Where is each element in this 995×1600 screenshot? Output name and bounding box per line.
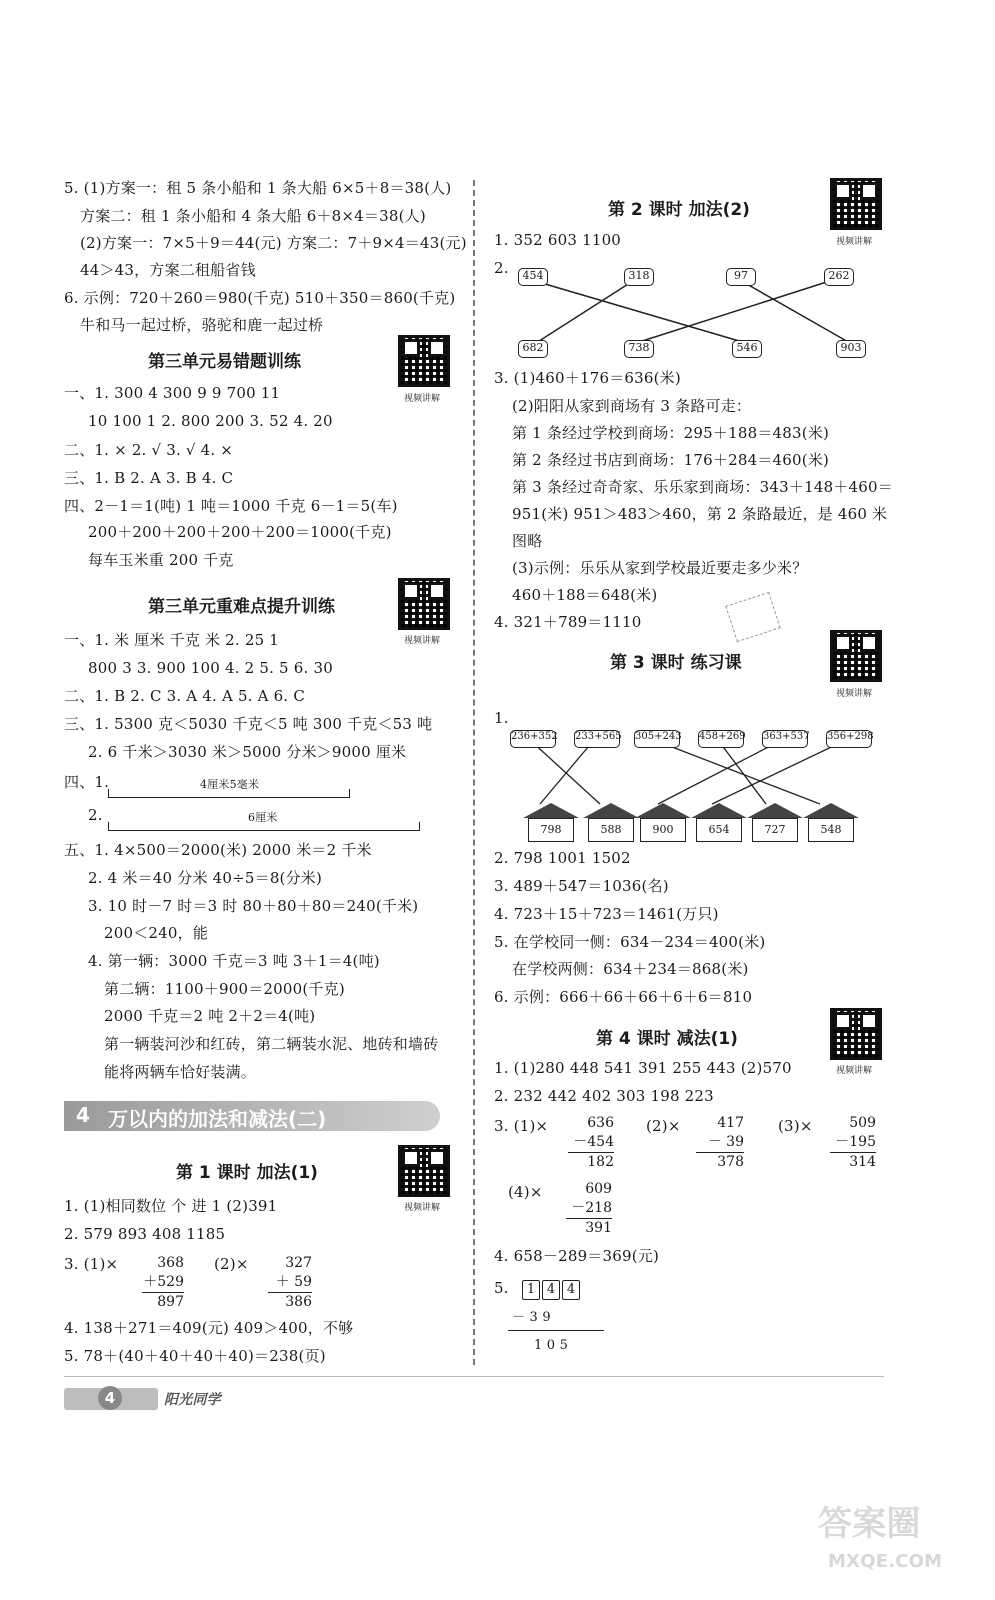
qr-code-icon[interactable] [830, 1008, 882, 1060]
calc-operand: －195 [835, 1134, 876, 1150]
vertical-subtraction-2 [696, 1114, 744, 1172]
lesson3-title: 第 3 课时 练习课 [610, 653, 742, 673]
qr-caption: 视频讲解 [404, 1203, 441, 1213]
r3-line6: 951(米) 951＞483＞460，第 2 条路最近，是 460 米 [512, 505, 888, 523]
p5-line2: 方案二：租 1 条小船和 4 条大船 6＋8×4＝38(人) [80, 207, 426, 225]
sub-row: － 3 9 [512, 1310, 551, 1325]
calc-result: 378 [696, 1152, 744, 1172]
r-line1: 1. 352 603 1100 [494, 231, 622, 249]
qr-caption: 视频讲解 [836, 1066, 873, 1076]
match-line [536, 279, 636, 343]
calc-top: 509 [849, 1115, 876, 1131]
chapter-banner [64, 1101, 440, 1131]
match-line [528, 279, 746, 343]
r3-line2: (2)阳阳从家到商场有 3 条路可走： [512, 397, 752, 415]
calc-result: 391 [566, 1218, 612, 1238]
calc-top: 327 [285, 1255, 312, 1271]
calc-top: 417 [717, 1115, 744, 1131]
footer-rule [64, 1376, 884, 1377]
r5-line6: 6. 示例：666＋66＋66＋6＋6＝810 [494, 988, 753, 1006]
s1-line6: 200＋200＋200＋200＋200＝1000(千克) [88, 523, 392, 541]
r6-line3d: (4)× [508, 1183, 543, 1201]
qr-caption: 视频讲解 [836, 237, 873, 247]
r-line2: 2. [494, 259, 509, 277]
p5-line3: (2)方案一：7×5＋9＝44(元) 方案二：7＋9×4＝43(元) [80, 234, 467, 252]
section-title-unit3-errors: 第三单元易错题训练 [148, 352, 301, 372]
vertical-addition-2 [268, 1254, 312, 1312]
segment-label-1: 4厘米5毫米 [200, 778, 260, 791]
house-5: 727 [752, 818, 798, 842]
r5-line4: 4. 723＋15＋723＝1461(万只) [494, 905, 719, 923]
s1-line7: 每车玉米重 200 千克 [88, 551, 234, 569]
matching-diagram-1 [500, 255, 880, 365]
s3-line3a: 3. (1)× [64, 1255, 119, 1273]
calc-operand: ＋529 [143, 1274, 184, 1290]
qr-caption: 视频讲解 [404, 636, 441, 646]
r6-line1: 1. (1)280 448 541 391 255 443 (2)570 [494, 1059, 792, 1077]
watermark-logo: 答案圈 [818, 1504, 921, 1544]
match-bottom-1: 682 [518, 340, 548, 358]
match-line [530, 740, 600, 804]
house-6: 548 [808, 818, 854, 842]
r5-line1: 1. [494, 709, 509, 727]
house-3: 900 [640, 818, 686, 842]
s2-line11: 200＜240，能 [104, 924, 209, 942]
match-line [658, 740, 782, 804]
lesson1-title: 第 1 课时 加法(1) [176, 1163, 318, 1183]
r6-line3c: (3)× [778, 1117, 813, 1135]
house-1: 798 [528, 818, 574, 842]
s2-line14: 2000 千克＝2 吨 2＋2＝4(吨) [104, 1007, 316, 1025]
s3-line1: 1. (1)相同数位 个 进 1 (2)391 [64, 1197, 278, 1215]
s2-line3: 二、1. B 2. C 3. A 4. A 5. A 6. C [64, 687, 305, 705]
qr-code-icon[interactable] [398, 335, 450, 387]
calc-operand: － 39 [707, 1134, 744, 1150]
s2-line12: 4. 第一辆：3000 千克＝3 吨 3＋1＝4(吨) [88, 952, 380, 970]
qr-caption: 视频讲解 [836, 689, 873, 699]
calc-operand: －218 [571, 1200, 612, 1216]
calc-result: 314 [830, 1152, 876, 1172]
r6-line2: 2. 232 442 402 303 198 223 [494, 1087, 714, 1105]
s3-line3b: (2)× [214, 1255, 249, 1273]
match-top-1: 454 [518, 268, 548, 286]
sub-rule [508, 1330, 604, 1331]
s1-line1: 一、1. 300 4 300 9 9 700 11 [64, 384, 281, 402]
s1-line5: 四、2－1＝1(吨) 1 吨＝1000 千克 6－1＝5(车) [64, 497, 398, 515]
digit-box: 4 [542, 1280, 560, 1300]
p5-line4: 44＞43，方案二租船省钱 [80, 261, 256, 279]
page-number: 4 [98, 1386, 122, 1410]
r6-line5: 5. [494, 1279, 509, 1297]
r5-line5a: 5. 在学校同一侧：634－234＝400(米) [494, 933, 766, 951]
r3-line4: 第 2 条经过书店到商场：176＋284＝460(米) [512, 451, 830, 469]
s2-line13: 第二辆：1100＋900＝2000(千克) [104, 980, 345, 998]
s1-line2: 10 100 1 2. 800 200 3. 52 4. 20 [88, 412, 333, 430]
segment-label-2: 6厘米 [248, 811, 278, 824]
calc-top: 609 [585, 1181, 612, 1197]
r5-line2: 2. 798 1001 1502 [494, 849, 631, 867]
r6-line3a: 3. (1)× [494, 1117, 549, 1135]
vertical-subtraction-3 [830, 1114, 876, 1172]
match-top-2: 318 [624, 268, 654, 286]
s2-line9: 2. 4 米＝40 分米 40÷5＝8(分米) [88, 869, 323, 887]
calc-top: 636 [587, 1115, 614, 1131]
r6-line3b: (2)× [646, 1117, 681, 1135]
expr-3: 305+243 [634, 730, 680, 748]
s2-line8: 五、1. 4×500＝2000(米) 2000 米＝2 千米 [64, 841, 372, 859]
lesson4-title: 第 4 课时 减法(1) [596, 1029, 738, 1049]
qr-code-icon[interactable] [398, 1145, 450, 1197]
res-row: 1 0 5 [534, 1338, 569, 1353]
lesson2-title: 第 2 课时 加法(2) [608, 200, 750, 220]
r3-line1: 3. (1)460＋176＝636(米) [494, 369, 681, 387]
match-line [738, 279, 850, 343]
r3-line7: 图略 [512, 532, 543, 550]
match-bottom-4: 903 [836, 340, 866, 358]
s1-line4: 三、1. B 2. A 3. B 4. C [64, 469, 234, 487]
expr-4: 458+269 [698, 730, 744, 748]
house-2: 588 [588, 818, 634, 842]
match-line [636, 279, 836, 343]
chapter-title: 万以内的加法和减法(二) [108, 1107, 327, 1131]
qr-code-icon[interactable] [398, 578, 450, 630]
calc-top: 368 [157, 1255, 184, 1271]
match-bottom-2: 738 [624, 340, 654, 358]
s2-line15: 第一辆装河沙和红砖，第二辆装水泥、地砖和墙砖 [104, 1035, 439, 1053]
r4-line: 4. 321＋789＝1110 [494, 613, 642, 631]
vertical-addition-1 [142, 1254, 184, 1312]
brand-logo: 阳光同学 [164, 1392, 221, 1408]
match-line [654, 740, 820, 804]
calc-operand: －454 [573, 1134, 614, 1150]
r5-line5b: 在学校两侧：634＋234＝868(米) [512, 960, 749, 978]
r6-line4: 4. 658－289＝369(元) [494, 1247, 660, 1265]
s2-line5: 2. 6 千米＞3030 米＞5000 分米＞9000 厘米 [88, 743, 407, 761]
p6-line1: 6. 示例：720＋260＝980(千克) 510＋350＝860(千克) [64, 289, 456, 307]
match-top-4: 262 [824, 268, 854, 286]
s3-line2: 2. 579 893 408 1185 [64, 1225, 226, 1243]
s1-line3: 二、1. × 2. √ 3. √ 4. × [64, 441, 234, 459]
s2-line6: 四、1. [64, 773, 110, 791]
r3-line8: (3)示例：乐乐从家到学校最近要走多少米？ [512, 559, 808, 577]
expr-2: 233+565 [574, 730, 620, 748]
section-title-unit3-advanced: 第三单元重难点提升训练 [148, 597, 335, 617]
calc-result: 897 [142, 1292, 184, 1312]
s2-line2: 800 3 3. 900 100 4. 2 5. 5 6. 30 [88, 659, 333, 677]
s2-line4: 三、1. 5300 克＜5030 千克＜5 吨 300 千克＜53 吨 [64, 715, 433, 733]
calc-operand: ＋ 59 [275, 1274, 312, 1290]
match-line [718, 740, 766, 804]
vertical-subtraction-4 [566, 1180, 612, 1238]
chapter-number: 4 [76, 1103, 90, 1127]
r5-line3: 3. 489＋547＝1036(名) [494, 877, 669, 895]
digit-box: 4 [562, 1280, 580, 1300]
match-line [712, 740, 846, 804]
calc-result: 182 [568, 1152, 614, 1172]
qr-code-icon[interactable] [830, 630, 882, 682]
house-4: 654 [696, 818, 742, 842]
s2-line10: 3. 10 时－7 时＝3 时 80＋80＋80＝240(千米) [88, 897, 419, 915]
vertical-subtraction-1 [568, 1114, 614, 1172]
match-top-3: 97 [726, 268, 756, 286]
s2-line16: 能将两辆车恰好装满。 [104, 1063, 257, 1081]
match-line [540, 740, 594, 804]
p5-line1: 5. (1)方案一：租 5 条小船和 1 条大船 6×5＋8＝38(人) [64, 179, 452, 197]
match-bottom-3: 546 [732, 340, 762, 358]
r3-line9: 460＋188＝648(米) [512, 586, 658, 604]
column-divider [473, 180, 475, 1365]
p6-line2: 牛和马一起过桥，骆驼和鹿一起过桥 [80, 316, 324, 334]
qr-caption: 视频讲解 [404, 394, 441, 404]
r3-line5: 第 3 条经过奇奇家、乐乐家到商场：343＋148＋460＝ [512, 478, 893, 496]
s2-line1: 一、1. 米 厘米 千克 米 2. 25 1 [64, 631, 280, 649]
expr-5: 363+537 [762, 730, 808, 748]
s3-line4: 4. 138＋271＝409(元) 409＞400，不够 [64, 1319, 354, 1337]
watermark-url: MXQE.COM [828, 1551, 943, 1572]
digit-box: 1 [522, 1280, 540, 1300]
r3-line3: 第 1 条经过学校到商场：295＋188＝483(米) [512, 424, 830, 442]
qr-code-icon[interactable] [830, 178, 882, 230]
expr-6: 356+298 [826, 730, 872, 748]
stamp-icon [725, 592, 780, 642]
s3-line5: 5. 78＋(40＋40＋40＋40)＝238(页) [64, 1347, 326, 1365]
digit-boxes [522, 1278, 582, 1300]
expr-1: 236+352 [510, 730, 556, 748]
calc-result: 386 [268, 1292, 312, 1312]
s2-line7: 2. [88, 806, 103, 824]
